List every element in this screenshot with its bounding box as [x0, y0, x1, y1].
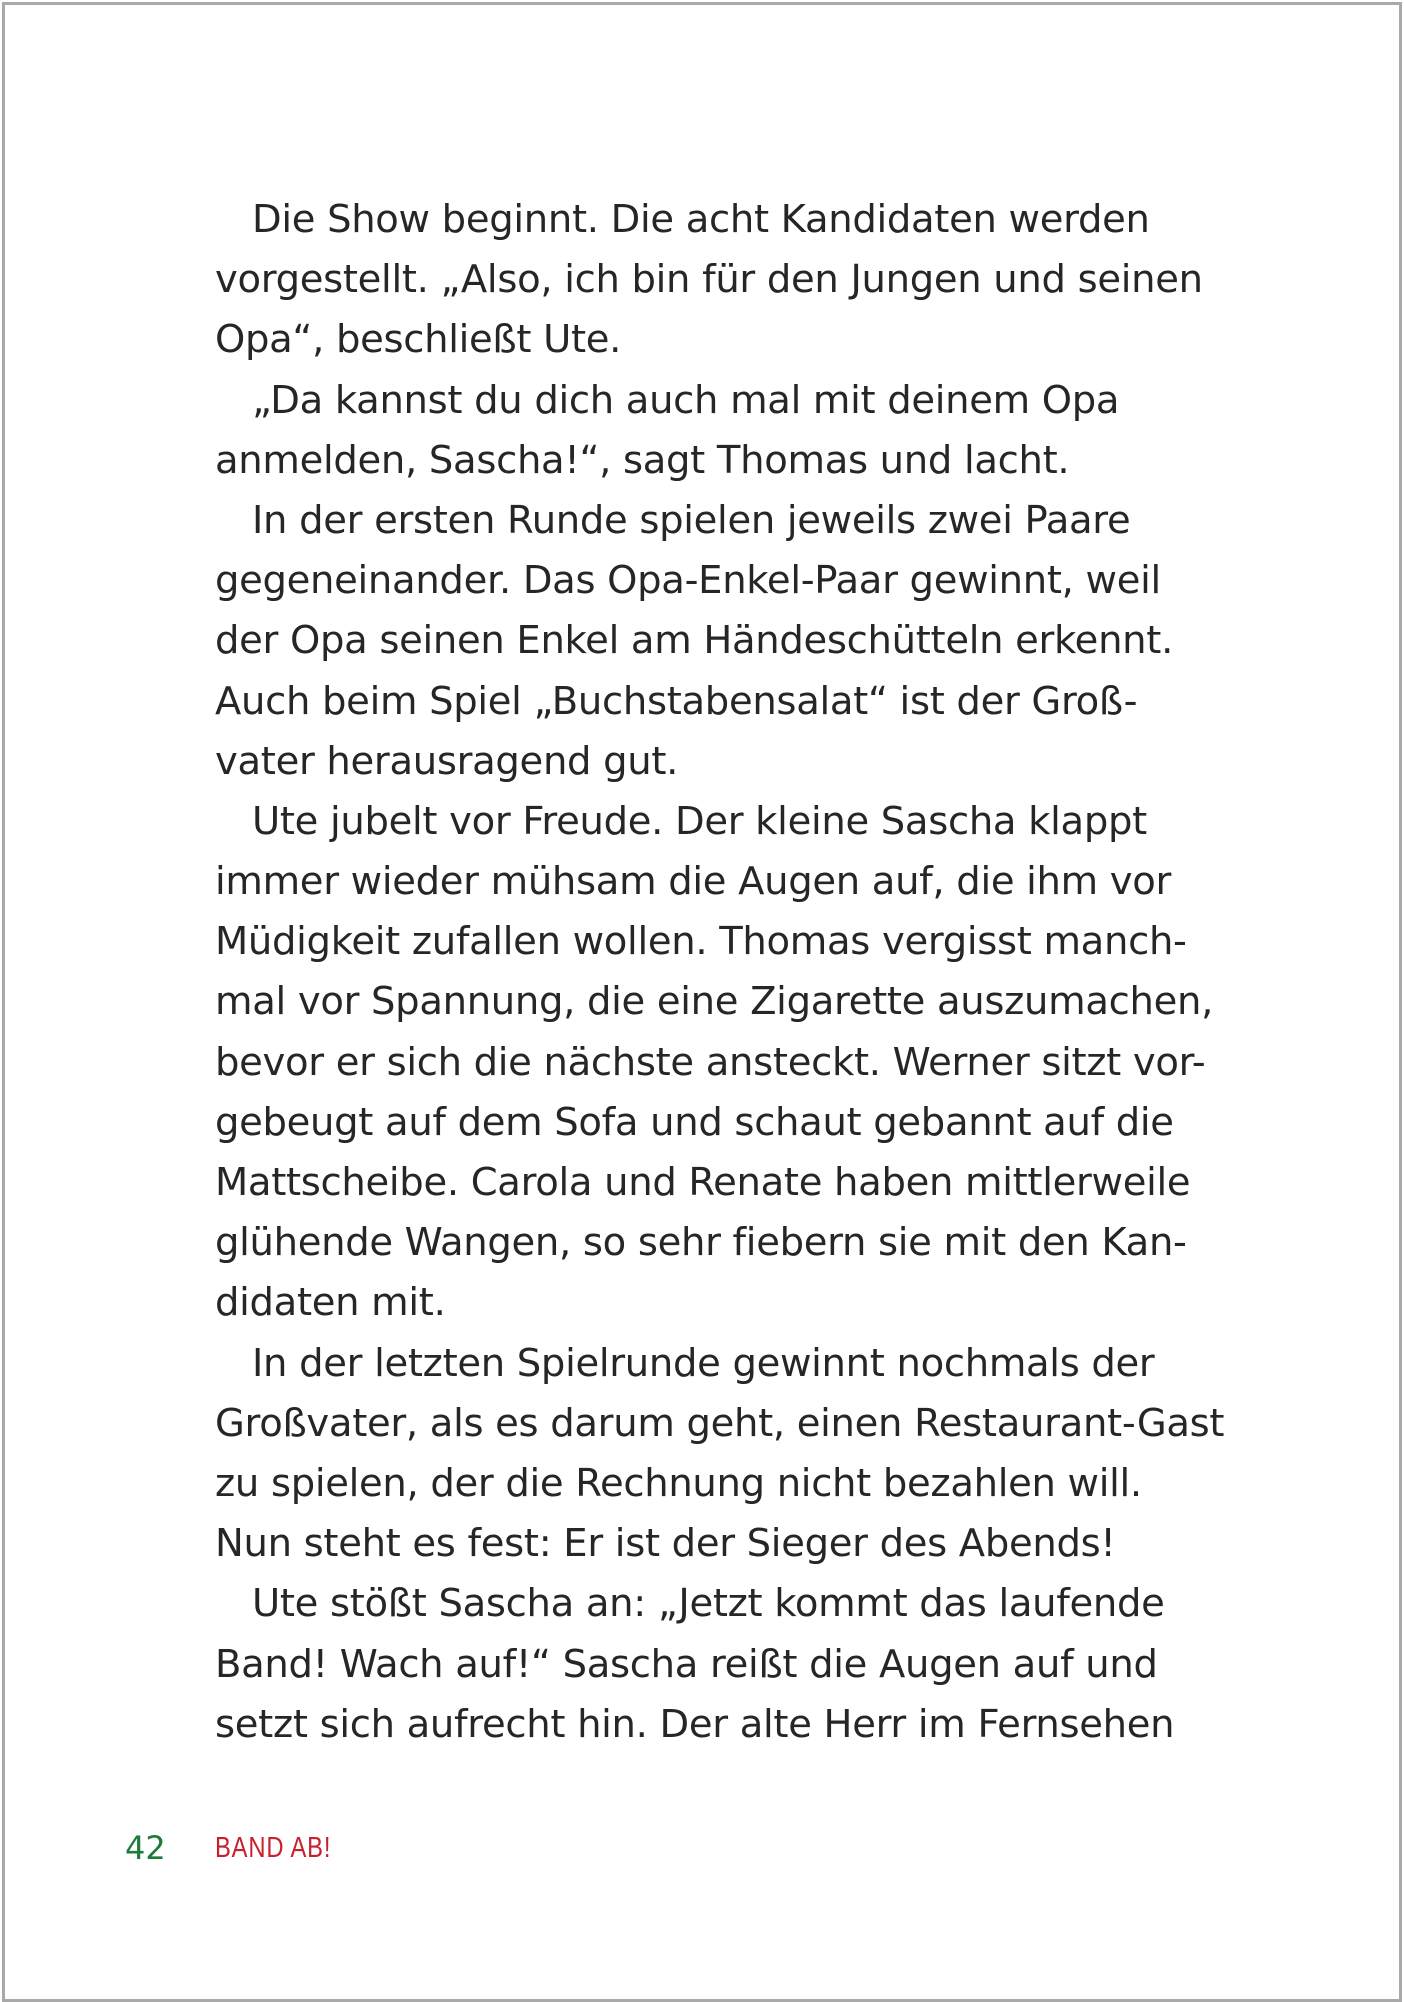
text-line: setzt sich aufrecht hin. Der alte Herr im Fernsehen: [215, 1701, 1175, 1747]
text-line: didaten mit.: [215, 1280, 446, 1326]
text-line: vorgestellt. „Also, ich bin für den Jungen und seinen: [215, 257, 1203, 303]
text-line: Ute jubelt vor Freude. Der kleine Sascha klappt: [252, 798, 1147, 844]
text-line: Müdigkeit zufallen wollen. Thomas vergisst manch-: [215, 919, 1187, 965]
running-head: BAND AB!: [215, 1832, 332, 1864]
text-line: Auch beim Spiel „Buchstabensalat“ ist der Groß-: [215, 678, 1138, 724]
text-line: Opa“, beschließt Ute.: [215, 317, 622, 363]
text-line: vater herausragend gut.: [215, 738, 679, 784]
text-line: gegeneinander. Das Opa-Enkel-Paar gewinnt, weil: [215, 558, 1161, 604]
text-line: gebeugt auf dem Sofa und schaut gebannt auf die: [215, 1099, 1174, 1145]
text-line: mal vor Spannung, die eine Zigarette auszumachen,: [215, 979, 1214, 1025]
text-line: Ute stößt Sascha an: „Jetzt kommt das laufende: [252, 1581, 1165, 1627]
text-line: bevor er sich die nächste ansteckt. Werner sitzt vor-: [215, 1039, 1206, 1085]
text-line: glühende Wangen, so sehr fiebern sie mit den Kan-: [215, 1220, 1187, 1266]
text-line: anmelden, Sascha!“, sagt Thomas und lacht.: [215, 437, 1070, 483]
text-line: Nun steht es fest: Er ist der Sieger des Abends!: [215, 1521, 1116, 1567]
text-line: Band! Wach auf!“ Sascha reißt die Augen auf und: [215, 1641, 1158, 1687]
text-line: immer wieder mühsam die Augen auf, die ihm vor: [215, 859, 1172, 905]
text-line: Mattscheibe. Carola und Renate haben mittlerweile: [215, 1160, 1191, 1205]
text-line: Die Show beginnt. Die acht Kandidaten werden: [252, 197, 1150, 242]
text-line: „Da kannst du dich auch mal mit deinem Opa: [252, 377, 1120, 423]
text-line: Großvater, als es darum geht, einen Restaurant-Gast: [215, 1400, 1225, 1446]
text-line: der Opa seinen Enkel am Händeschütteln erkennt.: [215, 618, 1174, 664]
body-text: [215, 190, 1225, 1755]
text-line: zu spielen, der die Rechnung nicht bezahlen will.: [215, 1460, 1142, 1506]
text-line: In der letzten Spielrunde gewinnt nochmals der: [252, 1340, 1155, 1386]
text-line: In der ersten Runde spielen jeweils zwei Paare: [252, 497, 1131, 543]
page-number: 42: [125, 1829, 166, 1867]
book-page: [2, 2, 1402, 2002]
